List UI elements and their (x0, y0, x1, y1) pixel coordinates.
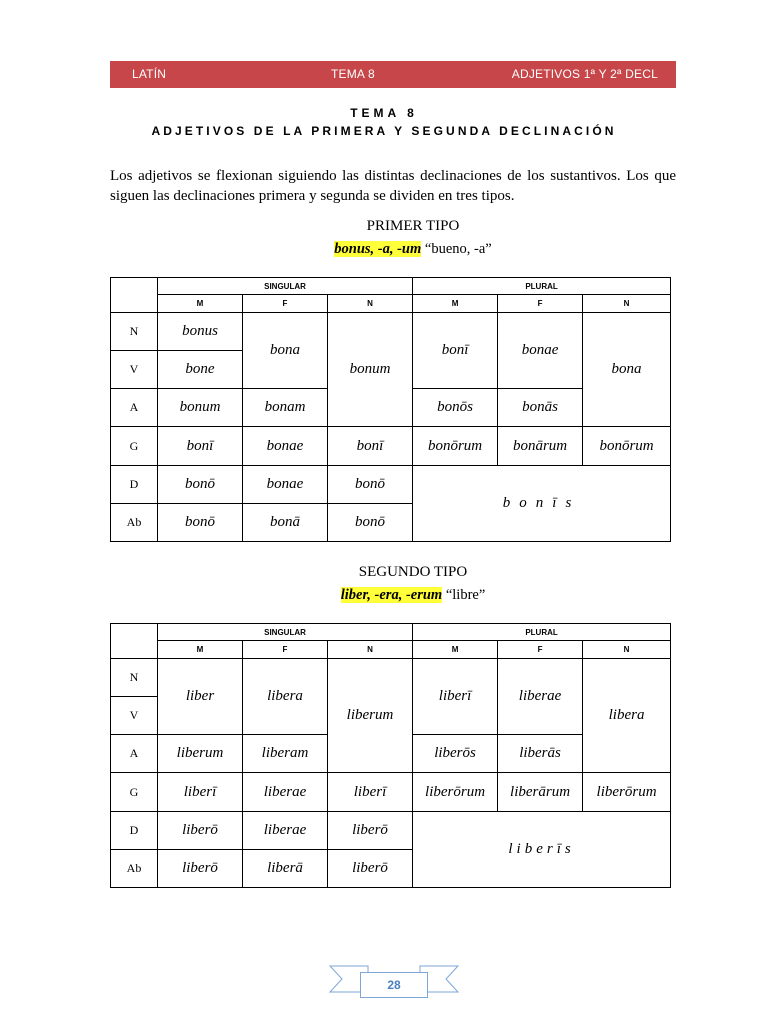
form-cell: bonō (158, 466, 243, 504)
type1-gloss: “bueno, -a” (424, 241, 492, 257)
form-cell: bonō (158, 504, 243, 542)
page-subtitle: ADJETIVOS DE LA PRIMERA Y SEGUNDA DECLINACIÓN (151, 124, 617, 138)
type2-title: SEGUNDO TIPO (358, 564, 468, 580)
case-label: D (111, 466, 158, 504)
form-cell: bonae (498, 313, 583, 389)
case-label: A (111, 735, 158, 773)
form-cell: liberae (498, 659, 583, 735)
form-cell: bonum (328, 313, 413, 427)
form-cell: liberōrum (413, 773, 498, 812)
form-cell: liberī (413, 659, 498, 735)
case-label: V (111, 697, 158, 735)
form-cell: liberō (328, 850, 413, 888)
declension-table-2 (110, 623, 671, 888)
form-cell: bonōrum (413, 427, 498, 466)
form-cell: liberōrum (583, 773, 671, 812)
form-cell: bonus (158, 313, 243, 351)
type1-lemma: bonus, -a, -um (334, 241, 422, 257)
page-number: 28 (360, 972, 428, 998)
gender-n-header: N (583, 641, 671, 659)
gender-f-header: F (498, 295, 583, 313)
gender-n-header: N (328, 295, 413, 313)
gender-f-header: F (243, 295, 328, 313)
case-label: D (111, 812, 158, 850)
form-cell: liberae (243, 773, 328, 812)
plural-header: PLURAL (413, 278, 671, 295)
gender-n-header: N (328, 641, 413, 659)
form-cell: liberam (243, 735, 328, 773)
form-cell: liberum (328, 659, 413, 773)
form-cell: bonum (158, 389, 243, 427)
case-label: V (111, 351, 158, 389)
gender-m-header: M (413, 641, 498, 659)
case-label: Ab (111, 504, 158, 542)
form-cell: bonī (158, 427, 243, 466)
header-topic: TEMA 8 (331, 67, 375, 81)
case-label: A (111, 389, 158, 427)
form-cell: liberī (158, 773, 243, 812)
singular-header: SINGULAR (158, 624, 413, 641)
type2-lemma-line (0, 587, 768, 604)
gender-f-header: F (243, 641, 328, 659)
form-cell: bonōrum (583, 427, 671, 466)
form-cell: liberō (328, 812, 413, 850)
form-cell: bona (243, 313, 328, 389)
form-cell: bonam (243, 389, 328, 427)
form-cell: bonō (328, 466, 413, 504)
form-cell: bonās (498, 389, 583, 427)
form-cell: bonī (413, 313, 498, 389)
case-label: N (111, 313, 158, 351)
form-cell: bonī (328, 427, 413, 466)
type2-lemma: liber, -era, -erum (340, 587, 443, 603)
header-section: ADJETIVOS 1ª Y 2ª DECL (511, 67, 658, 81)
form-cell: bone (158, 351, 243, 389)
form-cell: liberō (158, 812, 243, 850)
case-label: N (111, 659, 158, 697)
type1-lemma-line (0, 241, 768, 258)
plural-header: PLURAL (413, 624, 671, 641)
form-cell: bonā (243, 504, 328, 542)
form-cell: liberārum (498, 773, 583, 812)
form-cell-dative-ablative-plural: bonīs (413, 466, 671, 542)
header-bar (110, 61, 676, 88)
form-cell-dative-ablative-plural: liberīs (413, 812, 671, 888)
form-cell: liberae (243, 812, 328, 850)
case-label: Ab (111, 850, 158, 888)
form-cell: bonae (243, 427, 328, 466)
gender-m-header: M (158, 641, 243, 659)
gender-m-header: M (413, 295, 498, 313)
type2-gloss: “libre” (445, 587, 486, 603)
singular-header: SINGULAR (158, 278, 413, 295)
form-cell: bonae (243, 466, 328, 504)
form-cell: liberā (243, 850, 328, 888)
type1-title: PRIMER TIPO (366, 218, 460, 234)
form-cell: liberum (158, 735, 243, 773)
form-cell: bonō (328, 504, 413, 542)
gender-m-header: M (158, 295, 243, 313)
declension-table-1 (110, 277, 671, 542)
form-cell: liber (158, 659, 243, 735)
form-cell: liberī (328, 773, 413, 812)
form-cell: libera (243, 659, 328, 735)
form-cell: liberō (158, 850, 243, 888)
form-cell: bonōs (413, 389, 498, 427)
form-cell: bona (583, 313, 671, 427)
gender-n-header: N (583, 295, 671, 313)
form-cell: libera (583, 659, 671, 773)
table-corner (111, 278, 158, 313)
case-label: G (111, 773, 158, 812)
form-cell: liberās (498, 735, 583, 773)
form-cell: liberōs (413, 735, 498, 773)
header-subject: LATÍN (132, 67, 167, 81)
form-cell: bonārum (498, 427, 583, 466)
gender-f-header: F (498, 641, 583, 659)
case-label: G (111, 427, 158, 466)
page-title: TEMA 8 (350, 106, 418, 120)
intro-paragraph: Los adjetivos se flexionan siguiendo las distintas declinaciones de los sustantivos. Los que siguen las declinaciones primera y segunda se dividen en tres tipos. (110, 168, 676, 204)
table-corner (111, 624, 158, 659)
